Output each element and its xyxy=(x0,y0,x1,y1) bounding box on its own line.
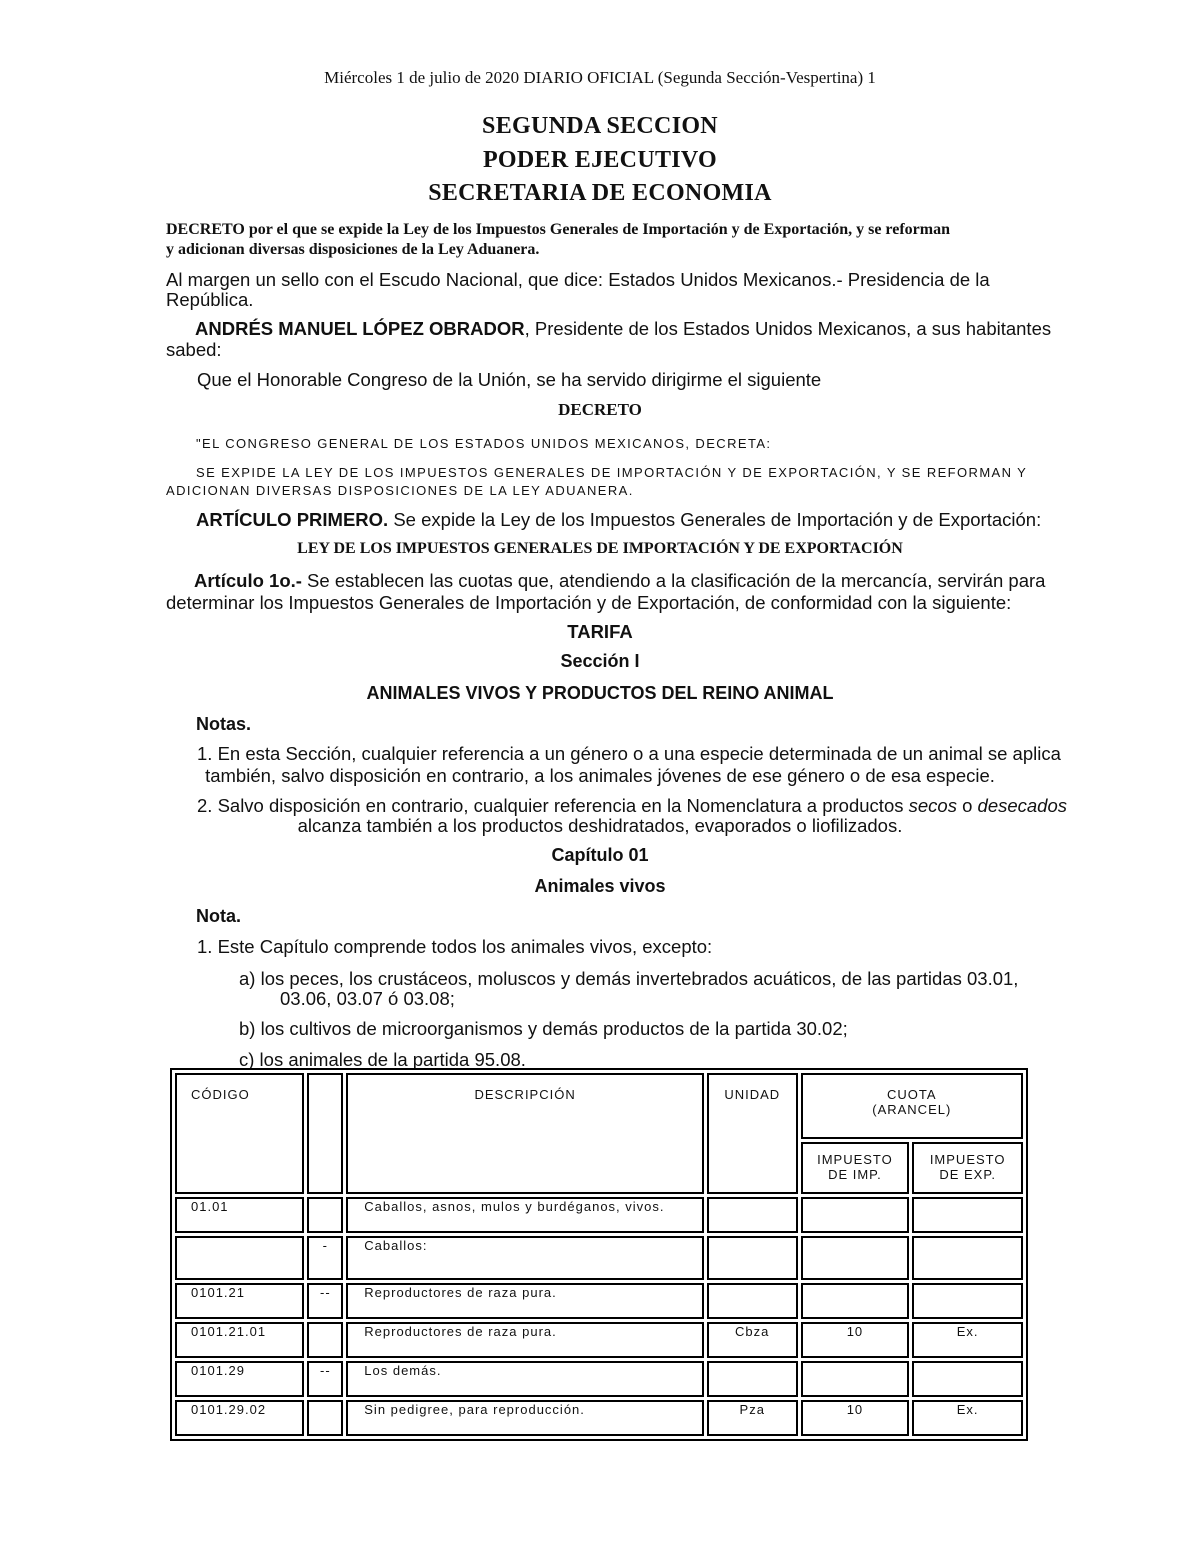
capitulo-a-line2: 03.06, 03.07 ó 03.08; xyxy=(280,988,455,1009)
president-line2: sabed: xyxy=(166,339,222,360)
expide-line1: SE EXPIDE LA LEY DE LOS IMPUESTOS GENERALES DE IMPORTACIÓN Y DE EXPORTACIÓN, Y SE REFORMAN Y xyxy=(196,465,1028,480)
cell-codigo: 0101.29 xyxy=(175,1361,304,1397)
nota2-desecados: desecados xyxy=(977,795,1068,816)
seccion-title: Sección I xyxy=(560,651,640,671)
cell-descripcion: Sin pedigree, para reproducción. xyxy=(346,1400,704,1436)
branch-title: PODER EJECUTIVO xyxy=(482,147,718,173)
cell-exp xyxy=(912,1197,1023,1233)
congress-decree: "EL CONGRESO GENERAL DE LOS ESTADOS UNIDOS MEXICANOS, DECRETA: xyxy=(196,436,772,451)
ministry-title: SECRETARIA DE ECONOMIA xyxy=(428,180,772,206)
cell-guion: -- xyxy=(307,1361,343,1397)
margin-note-line1: Al margen un sello con el Escudo Nacional, que dice: Estados Unidos Mexicanos.- Presidencia de la xyxy=(166,269,990,290)
cell-imp xyxy=(801,1236,910,1280)
notas-label: Notas. xyxy=(196,714,252,734)
header-imp-line2: DE IMP. xyxy=(828,1167,882,1182)
capitulo-b: b) los cultivos de microorganismos y demás productos de la partida 30.02; xyxy=(239,1018,848,1039)
cell-exp: Ex. xyxy=(912,1400,1023,1436)
cell-unidad xyxy=(707,1236,798,1280)
cell-guion xyxy=(307,1400,343,1436)
cell-imp: 10 xyxy=(801,1400,910,1436)
cell-exp xyxy=(912,1236,1023,1280)
cell-guion: -- xyxy=(307,1283,343,1319)
table-row xyxy=(175,1283,1023,1319)
header-guion xyxy=(307,1073,343,1194)
articulo-1-line1 xyxy=(194,570,1045,592)
cell-unidad xyxy=(707,1283,798,1319)
cell-guion: - xyxy=(307,1236,343,1280)
nota2-line1 xyxy=(197,795,1067,817)
header-descripcion: DESCRIPCIÓN xyxy=(346,1073,704,1194)
table-header-row-1 xyxy=(175,1073,1023,1139)
header-exp-line2: DE EXP. xyxy=(939,1167,996,1182)
cell-codigo: 0101.21 xyxy=(175,1283,304,1319)
header-exp-line1: IMPUESTO xyxy=(929,1152,1006,1167)
decreto-heading: DECRETO xyxy=(558,400,642,419)
header-impuesto-imp xyxy=(801,1142,910,1194)
cell-codigo: 01.01 xyxy=(175,1197,304,1233)
capitulo-a-line1: a) los peces, los crustáceos, moluscos y demás invertebrados acuáticos, de las partidas 03.01, xyxy=(239,968,1019,989)
table-row xyxy=(175,1197,1023,1233)
table-row xyxy=(175,1322,1023,1358)
cell-imp: 10 xyxy=(801,1322,910,1358)
expide-line2: ADICIONAN DIVERSAS DISPOSICIONES DE LA LEY ADUANERA. xyxy=(166,483,634,498)
header-impuesto-exp xyxy=(912,1142,1023,1194)
cell-codigo xyxy=(175,1236,304,1280)
nota2-secos: secos xyxy=(908,795,957,816)
section-title: SEGUNDA SECCION xyxy=(482,113,718,139)
capitulo-number: Capítulo 01 xyxy=(551,845,649,865)
articulo-1-text: Se establecen las cuotas que, atendiendo a la clasificación de la mercancía, servirán para xyxy=(301,570,1046,591)
cell-guion xyxy=(307,1322,343,1358)
cell-codigo: 0101.21.01 xyxy=(175,1322,304,1358)
capitulo-name: Animales vivos xyxy=(534,876,666,896)
capitulo-nota1: 1. Este Capítulo comprende todos los animales vivos, excepto: xyxy=(197,936,713,957)
header-imp-line1: IMPUESTO xyxy=(817,1152,893,1167)
decree-summary-line1: DECRETO por el que se expide la Ley de los Impuestos Generales de Importación y de Exportación, y se reforman xyxy=(166,221,950,238)
president-name: ANDRÉS MANUEL LÓPEZ OBRADOR xyxy=(195,318,525,339)
running-header: Miércoles 1 de julio de 2020 DIARIO OFICIAL (Segunda Sección-Vespertina) 1 xyxy=(324,68,876,87)
cell-imp xyxy=(801,1197,910,1233)
cell-imp xyxy=(801,1361,910,1397)
cell-descripcion: Los demás. xyxy=(346,1361,704,1397)
header-unidad: UNIDAD xyxy=(707,1073,798,1194)
nota2-line2: alcanza también a los productos deshidratados, evaporados o liofilizados. xyxy=(297,815,903,836)
cell-exp xyxy=(912,1283,1023,1319)
nota-label: Nota. xyxy=(196,906,241,926)
articulo-primero xyxy=(196,509,1041,531)
header-cuota-line2: (ARANCEL) xyxy=(872,1102,952,1117)
nota2-text: 2. Salvo disposición en contrario, cualquier referencia en la Nomenclatura a productos xyxy=(197,795,909,816)
nota2-o: o xyxy=(956,795,978,816)
president-text: , Presidente de los Estados Unidos Mexicanos, a sus habitantes xyxy=(524,318,1052,339)
nota1-line2: también, salvo disposición en contrario, a los animales jóvenes de ese género o de esa especie. xyxy=(205,765,995,786)
cell-guion xyxy=(307,1197,343,1233)
decree-summary-line2: y adicionan diversas disposiciones de la Ley Aduanera. xyxy=(166,241,540,258)
articulo-primero-label: ARTÍCULO PRIMERO. xyxy=(196,509,389,530)
law-title: LEY DE LOS IMPUESTOS GENERALES DE IMPORTACIÓN Y DE EXPORTACIÓN xyxy=(297,540,903,557)
president-line1 xyxy=(195,318,1051,340)
header-cuota xyxy=(801,1073,1023,1139)
table-row xyxy=(175,1236,1023,1280)
cell-unidad xyxy=(707,1361,798,1397)
cell-codigo: 0101.29.02 xyxy=(175,1400,304,1436)
cell-descripcion: Reproductores de raza pura. xyxy=(346,1322,704,1358)
cell-unidad: Cbza xyxy=(707,1322,798,1358)
capitulo-c: c) los animales de la partida 95.08. xyxy=(239,1049,526,1070)
tarifa-title: TARIFA xyxy=(567,621,633,642)
cell-descripcion: Caballos, asnos, mulos y burdéganos, vivos. xyxy=(346,1197,704,1233)
table-row xyxy=(175,1400,1023,1436)
articulo-primero-text: Se expide la Ley de los Impuestos Generales de Importación y de Exportación: xyxy=(388,509,1042,530)
cell-unidad: Pza xyxy=(707,1400,798,1436)
articulo-1-label: Artículo 1o.- xyxy=(194,570,302,591)
cell-exp: Ex. xyxy=(912,1322,1023,1358)
seccion-name: ANIMALES VIVOS Y PRODUCTOS DEL REINO ANIMAL xyxy=(366,683,834,703)
cell-descripcion: Caballos: xyxy=(346,1236,704,1280)
header-codigo: CÓDIGO xyxy=(175,1073,304,1194)
header-cuota-line1: CUOTA xyxy=(887,1087,937,1102)
cell-imp xyxy=(801,1283,910,1319)
table-row xyxy=(175,1361,1023,1397)
cell-unidad xyxy=(707,1197,798,1233)
tariff-table xyxy=(170,1068,1028,1441)
congress-line: Que el Honorable Congreso de la Unión, se ha servido dirigirme el siguiente xyxy=(197,369,822,390)
nota1-line1: 1. En esta Sección, cualquier referencia a un género o a una especie determinada de un animal se aplica xyxy=(197,743,1061,764)
margin-note-line2: República. xyxy=(166,289,254,310)
cell-descripcion: Reproductores de raza pura. xyxy=(346,1283,704,1319)
cell-exp xyxy=(912,1361,1023,1397)
articulo-1-line2: determinar los Impuestos Generales de Importación y de Exportación, de conformidad con la siguiente: xyxy=(166,592,1012,613)
